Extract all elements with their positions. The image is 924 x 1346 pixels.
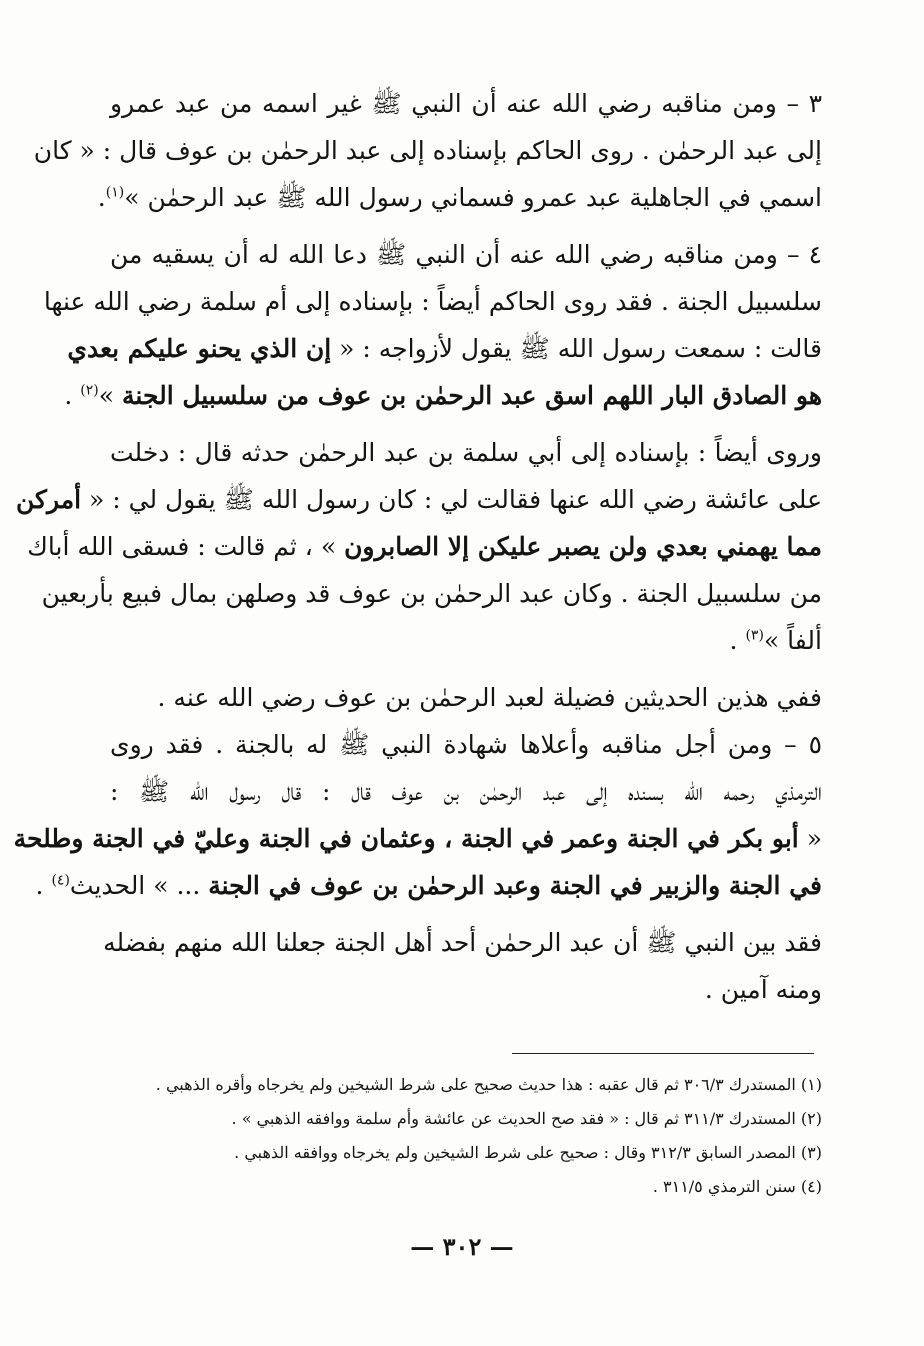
text-run: فقد بين النبي ﷺ أن عبد الرحمٰن أحد أهل الجنة جعلنا الله منهم بفضله: [103, 928, 822, 957]
text-line: [67, 325, 822, 372]
text-line: [110, 674, 822, 721]
page-number: — ٣٠٢ —: [410, 1232, 514, 1261]
footnote-marker[interactable]: (١): [105, 184, 125, 201]
body-text: [13, 80, 822, 1013]
text-run: ٤ – ومن مناقبه رضي الله عنه أن النبي ﷺ دعا الله له أن يسقيه من: [110, 240, 822, 269]
text-run: ألفاً »: [763, 626, 822, 655]
text-line: [110, 768, 822, 815]
text-run: قالت : سمعت رسول الله ﷺ يقول لأزواجه : «: [331, 334, 822, 363]
text-run: اسمي في الجاهلية عبد عمرو فسماني رسول الله ﷺ عبد الرحمٰن »: [124, 183, 822, 212]
text-line: [16, 476, 822, 523]
footnote: (٤) سنن الترمذي ٣١١/٥ .: [652, 1177, 822, 1196]
footnote-marker[interactable]: (٣): [745, 627, 764, 644]
text-line: [33, 127, 822, 174]
text-line: [97, 174, 822, 221]
footnote: (٣) المصدر السابق ٣١٢/٣ وقال : صحيح على شرط الشيخين ولم يخرجاه ووافقه الذهبي .: [234, 1143, 822, 1162]
text-run: ٣ – ومن مناقبه رضي الله عنه أن النبي ﷺ غير اسمه من عبد عمرو: [110, 89, 822, 118]
text-line: [110, 80, 822, 127]
footnote-separator: [512, 1053, 814, 1054]
text-run: ومنه آمين .: [704, 975, 822, 1004]
text-line: [64, 372, 822, 419]
text-run: ٥ – ومن أجل مناقبه وأعلاها شهادة النبي ﷺ له بالجنة . فقد روى: [110, 730, 822, 759]
text-run: وروى أيضاً : بإسناده إلى أبي سلمة بن عبد الرحمٰن حدثه قال : دخلت: [110, 438, 822, 467]
text-run: .: [35, 871, 52, 900]
text-run: إن الذي يحنو عليكم بعدي: [67, 334, 332, 363]
text-run: الترمذي رحمه الله بسنده إلى عبد الرحمٰن بن عوف قال : قال رسول الله ﷺ :: [110, 777, 822, 806]
text-run: .: [64, 381, 81, 410]
text-run: ... » الحديث: [69, 871, 209, 900]
text-run: أمركن: [16, 485, 82, 514]
text-line: [27, 523, 822, 570]
text-run: من سلسبيل الجنة . وكان عبد الرحمٰن بن عوف قد وصلهن بمال فبيع بأربعين: [41, 579, 822, 608]
text-run: مما يهمني بعدي ولن يصبر عليكن إلا الصابرون: [344, 532, 822, 561]
text-run: في الجنة والزبير في الجنة وعبد الرحمٰن بن عوف في الجنة: [208, 871, 822, 900]
text-run: .: [97, 183, 106, 212]
text-line: [110, 429, 822, 476]
text-run: ففي هذين الحديثين فضيلة لعبد الرحمٰن بن عوف رضي الله عنه .: [157, 683, 822, 712]
text-line: [110, 617, 822, 664]
text-line: [110, 721, 822, 768]
text-run: «: [798, 824, 822, 853]
footnote-marker[interactable]: (٤): [51, 872, 70, 889]
text-run: » ، ثم قالت : فسقى الله أباك: [27, 532, 345, 561]
text-run: .: [729, 626, 746, 655]
text-run: إلى عبد الرحمٰن . روى الحاكم بإسناده إلى عبد الرحمٰن بن عوف قال : « كان: [33, 136, 822, 165]
text-line: [103, 919, 822, 966]
footnote: (١) المستدرك ٣٠٦/٣ ثم قال عقبه : هذا حديث صحيح على شرط الشيخين ولم يخرجاه وأقره الذهبي .: [155, 1075, 822, 1094]
text-line: [110, 966, 822, 1013]
text-line: [13, 815, 822, 862]
text-line: [41, 570, 822, 617]
text-run: أبو بكر في الجنة وعمر في الجنة ، وعثمان في الجنة وعليّ في الجنة وطلحة: [13, 824, 799, 853]
text-line: [35, 862, 822, 909]
text-line: [43, 278, 822, 325]
footnote-marker[interactable]: (٢): [80, 382, 99, 399]
text-run: هو الصادق البار اللهم اسق عبد الرحمٰن بن عوف من سلسبيل الجنة: [122, 381, 822, 410]
footnotes: [110, 1068, 822, 1204]
footnote: (٢) المستدرك ٣١١/٣ ثم قال : « فقد صح الحديث عن عائشة وأم سلمة ووافقه الذهبي » .: [231, 1109, 822, 1128]
text-line: [110, 231, 822, 278]
text-run: على عائشة رضي الله عنها فقالت لي : كان رسول الله ﷺ يقول لي : «: [81, 485, 822, 514]
text-run: »: [98, 381, 122, 410]
text-run: سلسبيل الجنة . فقد روى الحاكم أيضاً : بإسناده إلى أم سلمة رضي الله عنها: [43, 287, 822, 316]
